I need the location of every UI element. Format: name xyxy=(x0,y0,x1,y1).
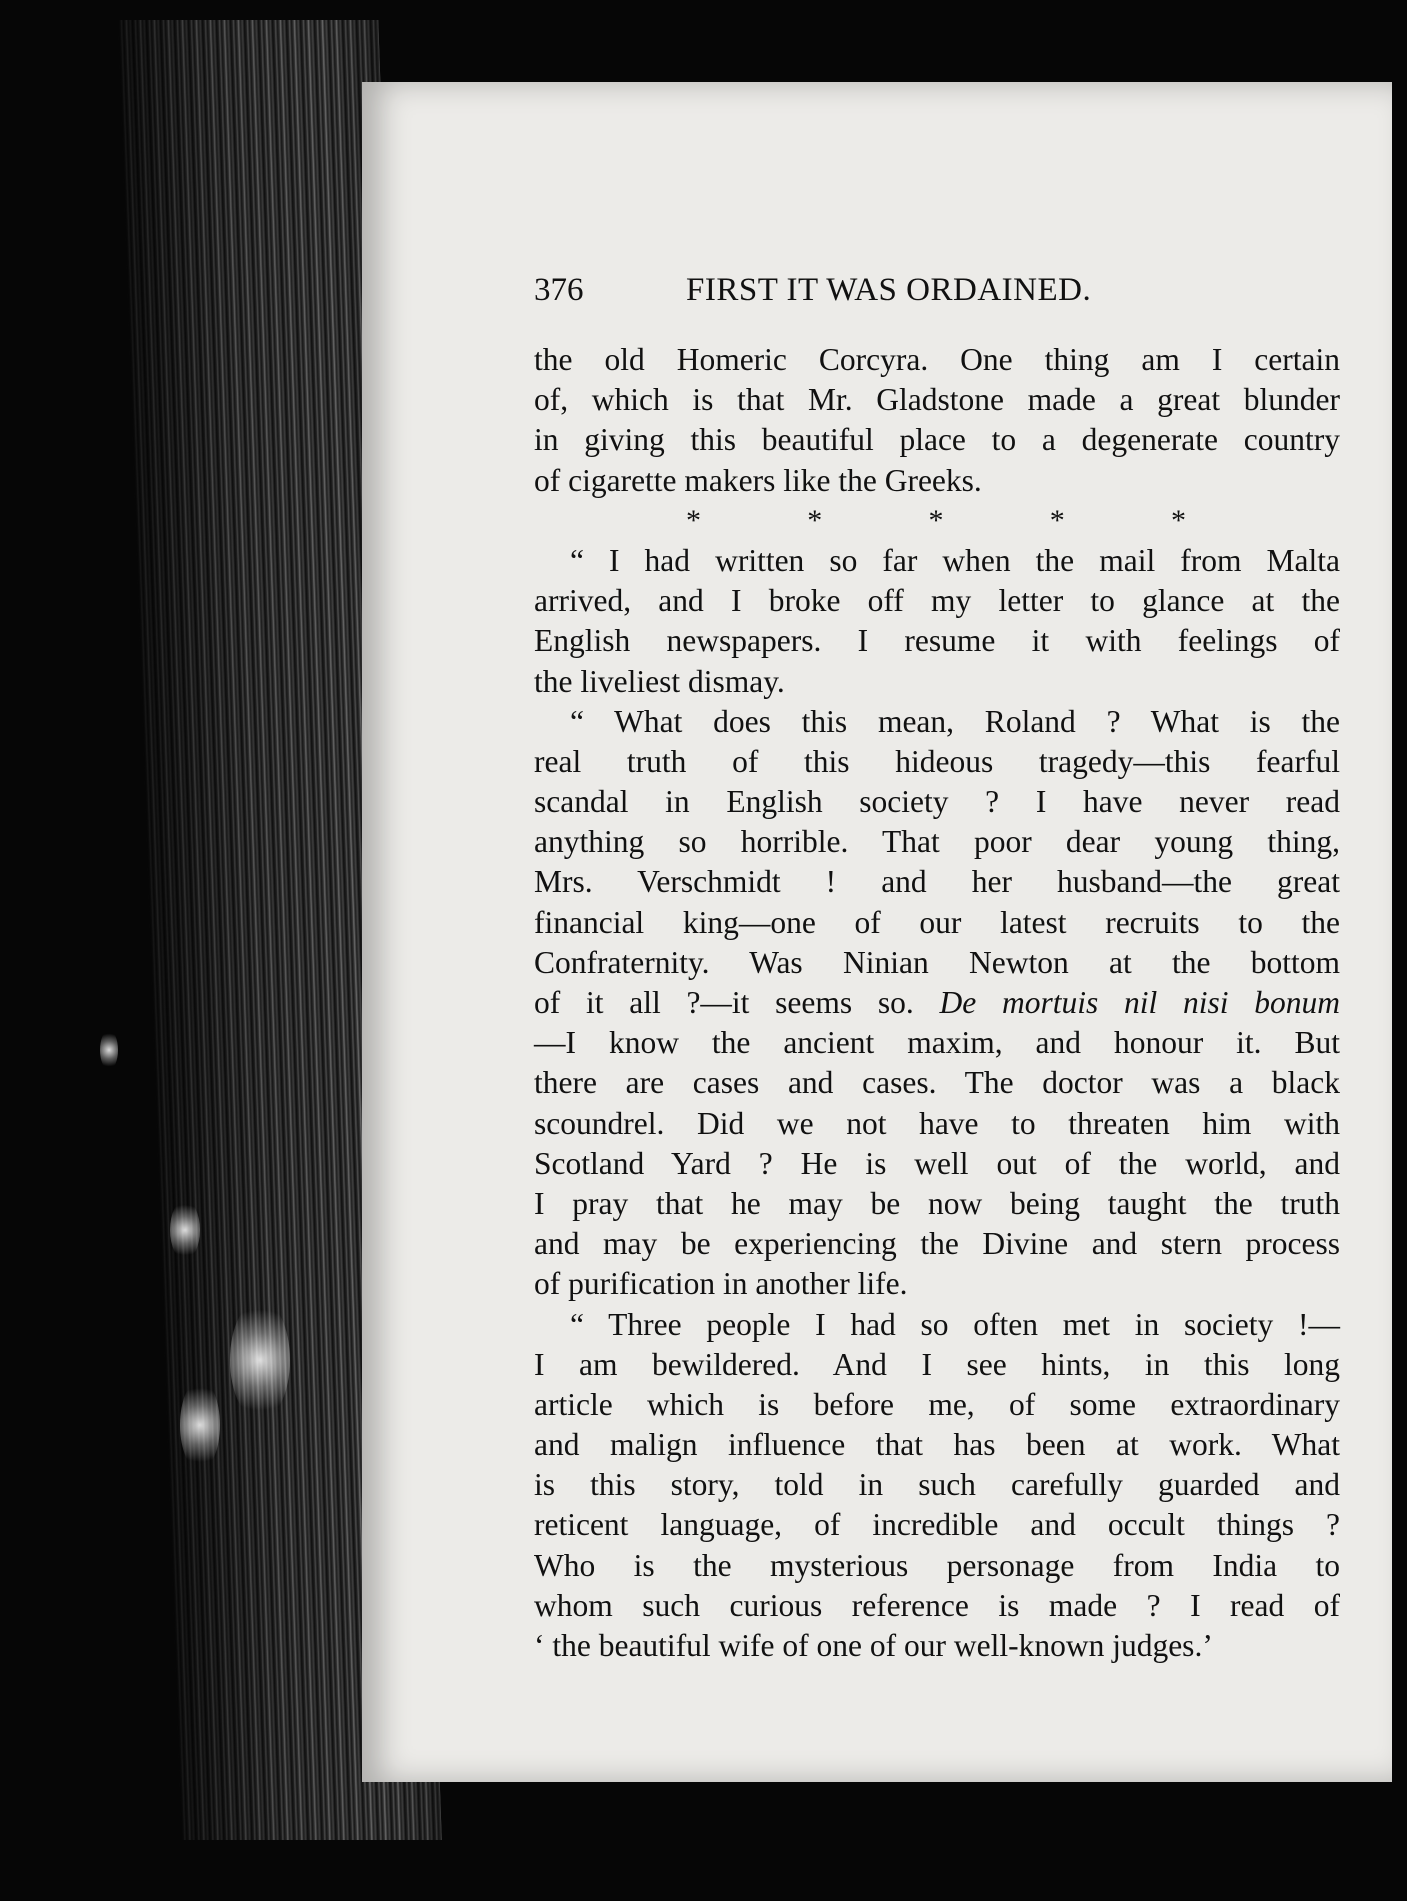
text-line: there are cases and cases. The doctor was a black xyxy=(534,1065,1340,1101)
text-line: “ Three people I had so often met in society !— xyxy=(570,1306,1340,1342)
text-line: “ What does this mean, Roland ? What is the xyxy=(570,703,1340,739)
text-line: real truth of this hideous tragedy—this fearful xyxy=(534,743,1340,779)
light-glare xyxy=(230,1300,290,1420)
text-line: ‘ the beautiful wife of one of our well-known judges.’ xyxy=(534,1628,1213,1663)
text-line: Mrs. Verschmidt ! and her husband—the great xyxy=(534,864,1340,900)
text-line: of purification in another life. xyxy=(534,1266,908,1302)
asterisk: * xyxy=(686,503,701,537)
text-line: in giving this beautiful place to a degenerate country xyxy=(534,422,1340,458)
text-line: financial king—one of our latest recruits to the xyxy=(534,904,1340,940)
text-line: “ I had written so far when the mail from Malta xyxy=(570,542,1340,578)
asterisk: * xyxy=(1049,503,1065,537)
light-glare xyxy=(180,1380,220,1470)
text-line: I pray that he may be now being taught the truth xyxy=(534,1185,1340,1221)
text-line: anything so horrible. That poor dear young thing, xyxy=(534,824,1340,860)
text-line: article which is before me, of some extraordinary xyxy=(534,1386,1340,1422)
text-line: Scotland Yard ? He is well out of the world, and xyxy=(534,1145,1340,1181)
text-line: scandal in English society ? I have never read xyxy=(534,784,1340,820)
text-line: is this story, told in such carefully guarded and xyxy=(534,1467,1340,1503)
text-line: I am bewildered. And I see hints, in this long xyxy=(534,1346,1340,1382)
body-text xyxy=(534,340,1340,1666)
text-line: the liveliest dismay. xyxy=(534,663,785,699)
text-line: of, which is that Mr. Gladstone made a great blunder xyxy=(534,382,1340,418)
text-line: scoundrel. Did we not have to threaten him with xyxy=(534,1105,1340,1141)
running-title: FIRST IT WAS ORDAINED. xyxy=(686,272,1092,308)
text-line: Who is the mysterious personage from India to xyxy=(534,1547,1340,1583)
text-line: arrived, and I broke off my letter to glance at the xyxy=(534,583,1340,619)
text-line: and may be experiencing the Divine and stern process xyxy=(534,1226,1340,1262)
text-fragment: of it all ?—it seems so. xyxy=(534,985,940,1020)
asterisk: * xyxy=(928,503,944,537)
asterisk: * xyxy=(807,503,823,537)
light-glare xyxy=(170,1200,200,1260)
page-header xyxy=(534,272,1194,322)
text-line-with-italic xyxy=(534,983,1340,1023)
text-line: whom such curious reference is made ? I read of xyxy=(534,1587,1340,1623)
section-separator xyxy=(686,501,1186,541)
light-glare xyxy=(100,1030,118,1070)
text-line: reticent language, of incredible and occult things ? xyxy=(534,1507,1340,1543)
text-line: the old Homeric Corcyra. One thing am I certain xyxy=(534,342,1340,377)
text-line: English newspapers. I resume it with feelings of xyxy=(534,623,1340,659)
text-line: —I know the ancient maxim, and honour it. But xyxy=(534,1025,1340,1061)
text-line: Confraternity. Was Ninian Newton at the bottom xyxy=(534,944,1340,980)
text-line: of cigarette makers like the Greeks. xyxy=(534,462,982,498)
page-number: 376 xyxy=(534,272,584,308)
latin-phrase: De mortuis nil nisi bonum xyxy=(939,985,1341,1020)
asterisk: * xyxy=(1171,503,1186,537)
text-line: and malign influence that has been at work. What xyxy=(534,1427,1340,1463)
